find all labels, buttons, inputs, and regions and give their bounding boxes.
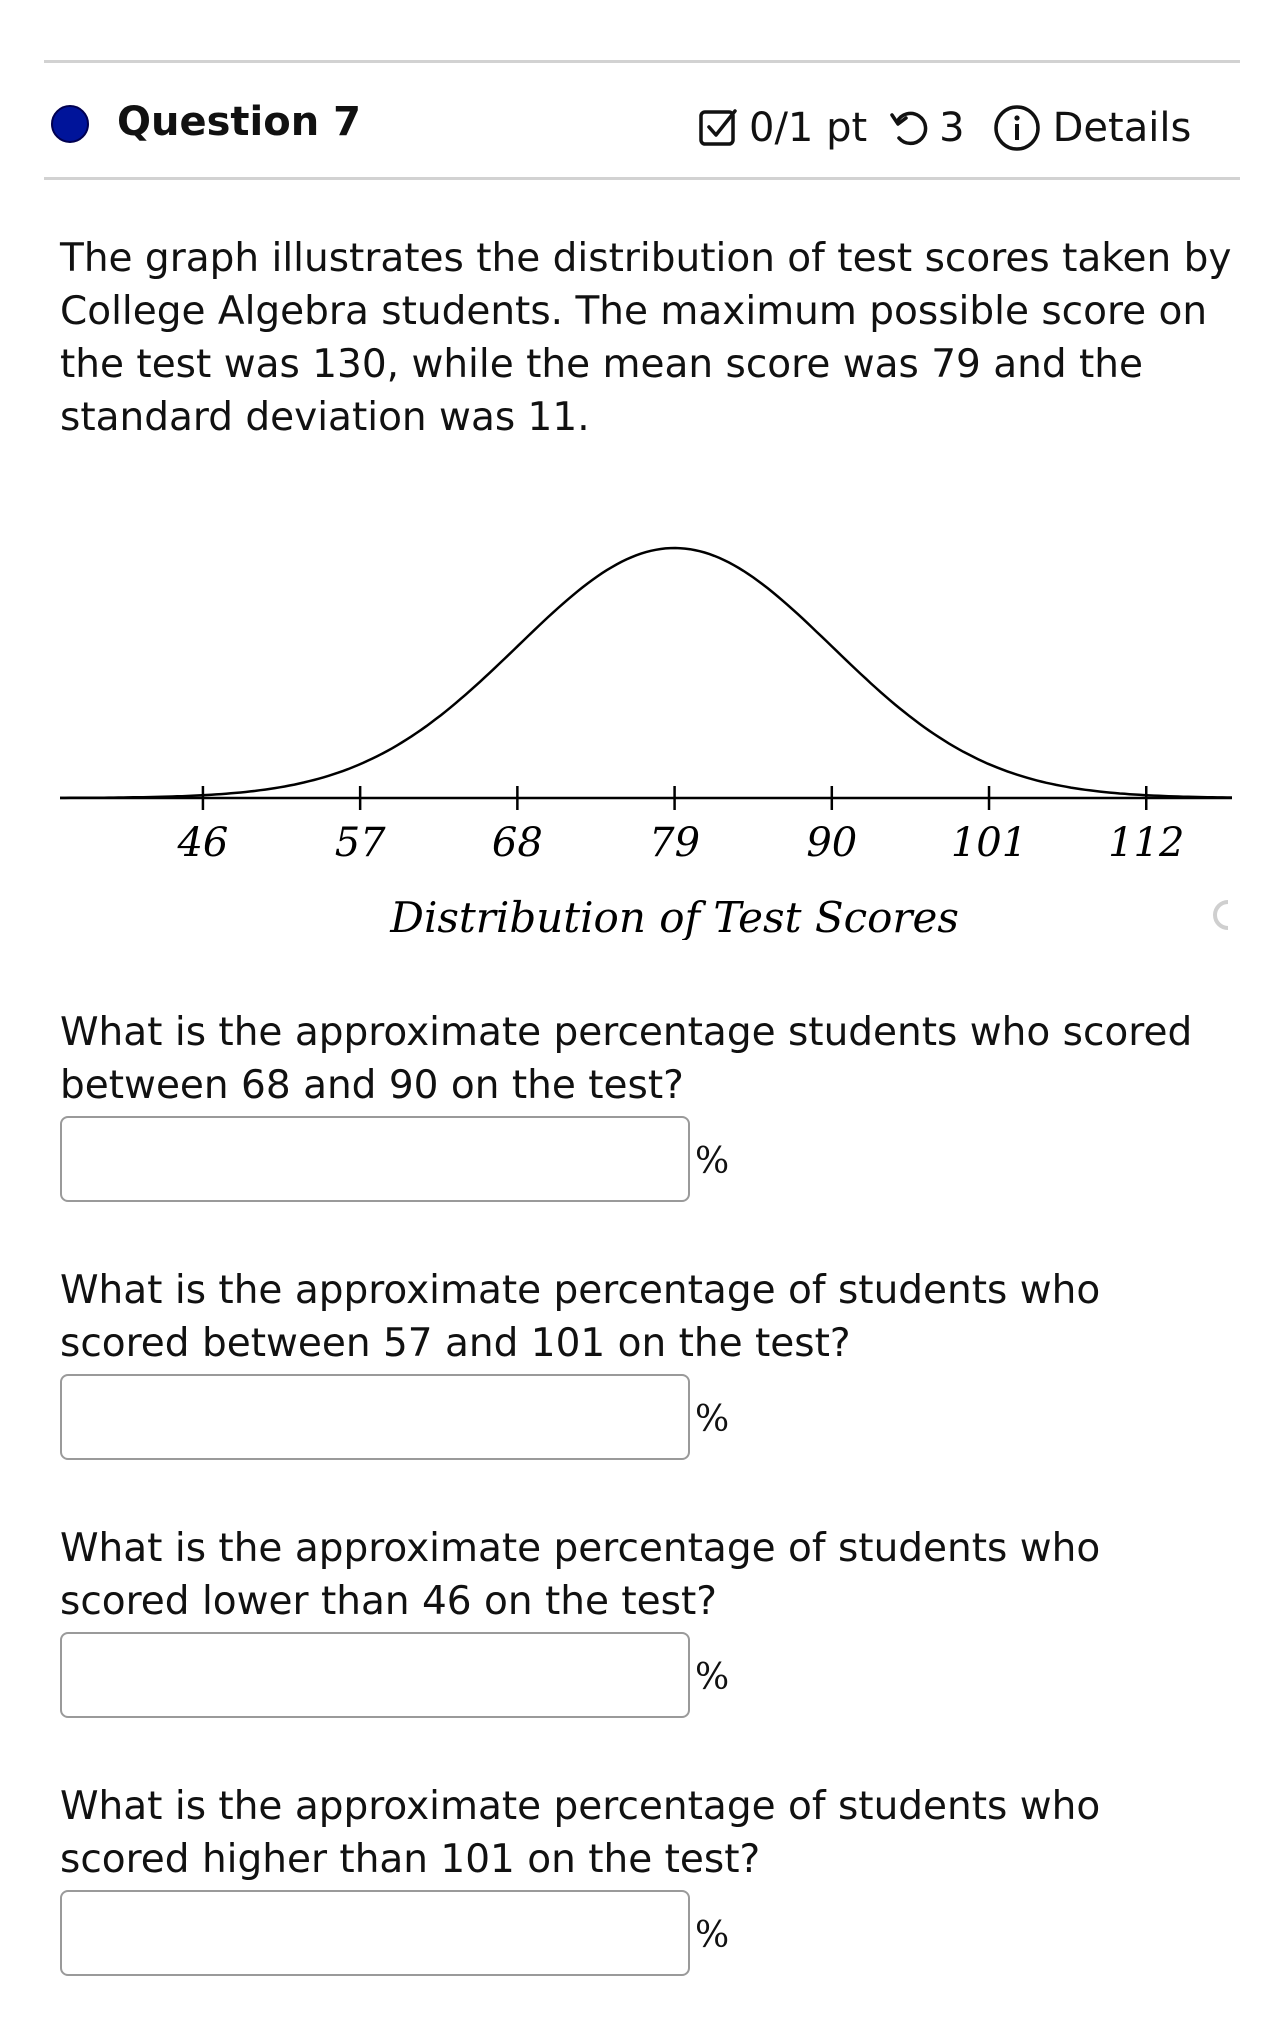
answer-4-input[interactable]: [60, 1890, 690, 1976]
question-intro: The graph illustrates the distribution of test scores taken by College Algebra students. The maximum possible score on the test was 130, while the mean score was 79 and the standard deviation was 11.: [60, 236, 1232, 440]
question-3-prompt: What is the approximate percentage of students who scored lower than 46 on the test?: [60, 1526, 1101, 1624]
question-meta: [697, 99, 1191, 157]
x-tick-label: 68: [491, 820, 543, 866]
x-tick-label: 112: [1108, 820, 1185, 866]
partial-icon: [1204, 896, 1234, 934]
checkbox-icon: [697, 106, 741, 150]
status-dot-icon: [51, 105, 89, 143]
normal-distribution-chart: [0, 520, 1284, 940]
x-tick-label: 57: [334, 820, 386, 866]
question-4-prompt: What is the approximate percentage of students who scored higher than 101 on the test?: [60, 1784, 1101, 1882]
top-divider: [44, 60, 1240, 63]
answer-1-unit: %: [695, 1141, 730, 1182]
attempts-count: 3: [939, 105, 965, 151]
x-tick-label: 46: [177, 820, 229, 866]
x-tick-label: 79: [649, 820, 701, 866]
answer-2-unit: %: [695, 1399, 730, 1440]
question-1-prompt: What is the approximate percentage students who scored between 68 and 90 on the test?: [60, 1010, 1193, 1108]
score-text: 0/1 pt: [749, 105, 868, 151]
bell-curve: [60, 548, 1232, 798]
question-2-prompt: What is the approximate percentage of students who scored between 57 and 101 on the test?: [60, 1268, 1101, 1366]
x-axis-label: Distribution of Test Scores: [390, 893, 959, 940]
details-link[interactable]: Details: [1052, 105, 1192, 151]
x-tick-label: 90: [806, 820, 858, 866]
header-divider: [44, 177, 1240, 180]
answer-4-unit: %: [695, 1915, 730, 1956]
x-tick-label: 101: [950, 820, 1028, 866]
answer-2-input[interactable]: [60, 1374, 690, 1460]
answer-3-input[interactable]: [60, 1632, 690, 1718]
retry-icon[interactable]: [889, 108, 929, 148]
info-icon[interactable]: [993, 104, 1041, 152]
answer-1-input[interactable]: [60, 1116, 690, 1202]
question-title: Question 7: [117, 99, 361, 145]
answer-3-unit: %: [695, 1657, 730, 1698]
